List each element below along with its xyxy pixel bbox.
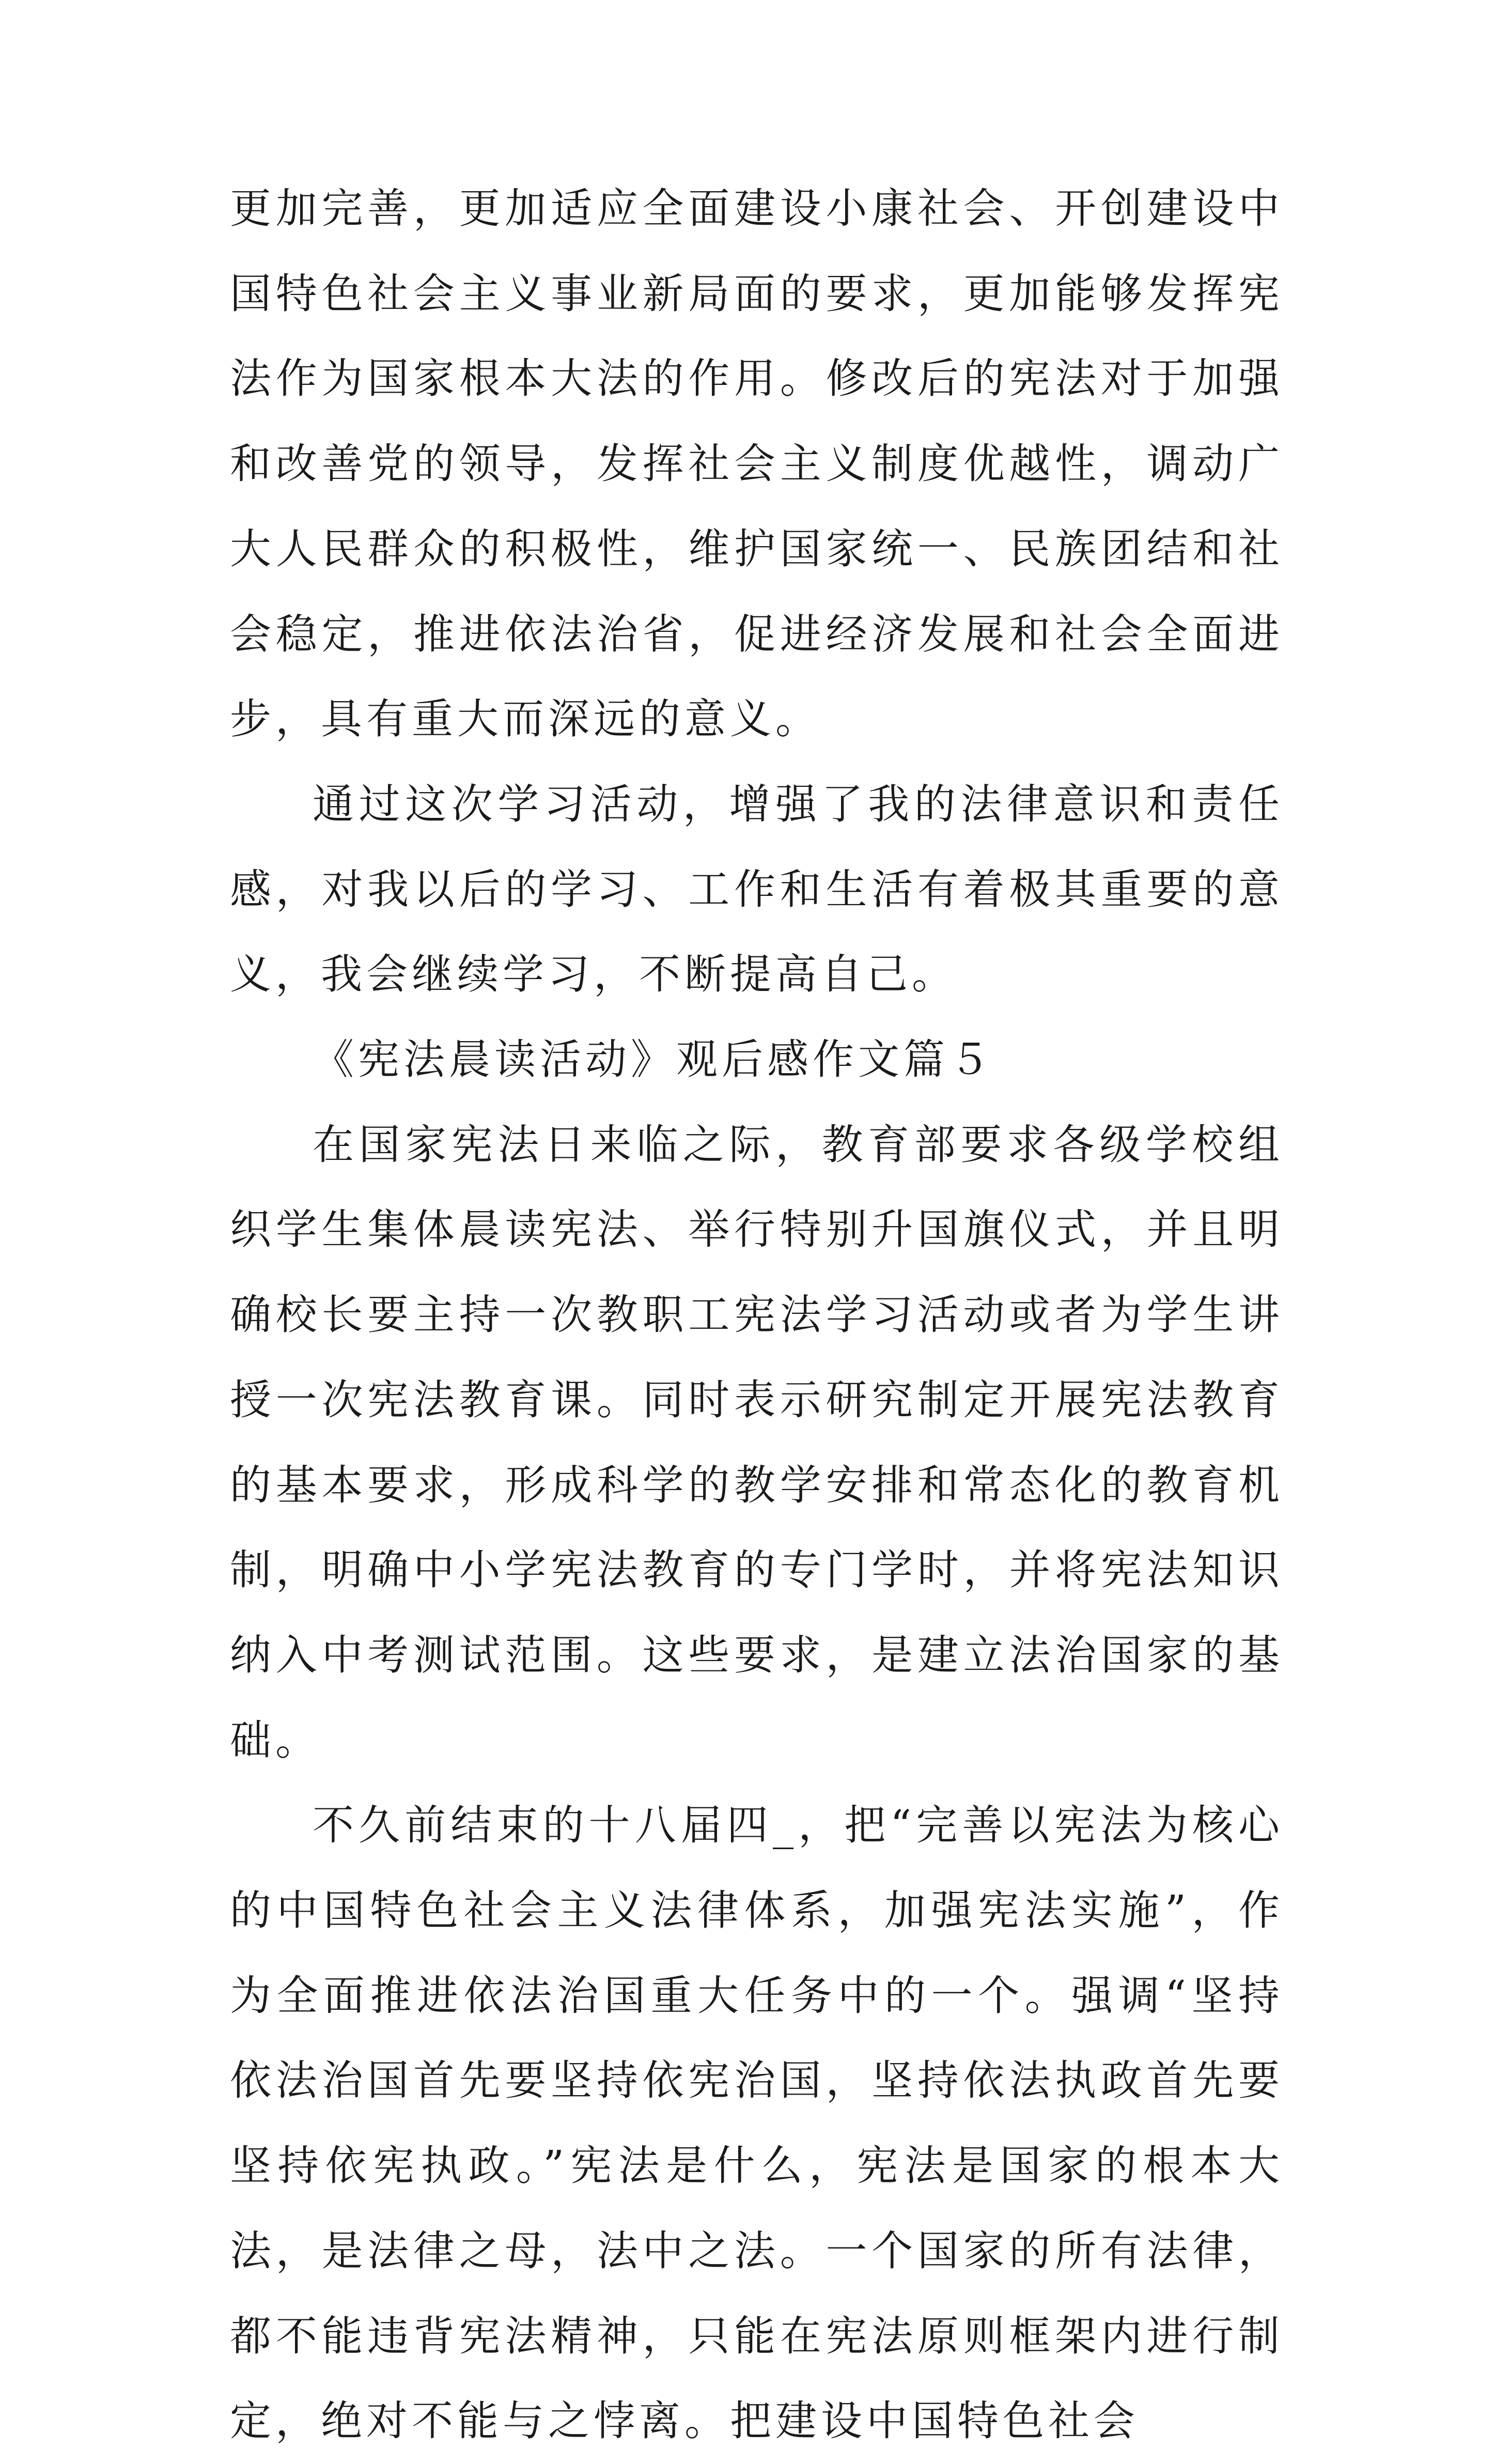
document-page [230,166,1284,2464]
paragraph-1: 更加完善，更加适应全面建设小康社会、开创建设中国特色社会主义事业新局面的要求，更加能够发挥宪法作为国家根本大法的作用。修改后的宪法对于加强和改善党的领导，发挥社会主义制度优越性，调动广大人民群众的积极性，维护国家统一、民族团结和社会稳定，推进依法治省，促进经济发展和社会全面进步，具有重大而深远的意义。 [230,184,1284,743]
paragraph-3: 在国家宪法日来临之际，教育部要求各级学校组织学生集体晨读宪法、举行特别升国旗仪式，并且明确校长要主持一次教职工宪法学习活动或者为学生讲授一次宪法教育课。同时表示研究制定开展宪法教育的基本要求，形成科学的教学安排和常态化的教育机制，明确中小学宪法教育的专门学时，并将宪法知识纳入中考测试范围。这些要求，是建立法治国家的基础。 [230,1120,1284,1764]
paragraph-4: 不久前结束的十八届四_，把“完善以宪法为核心的中国特色社会主义法律体系，加强宪法实施”，作为全面推进依法治国重大任务中的一个。强调“坚持依法治国首先要坚持依宪治国，坚持依法执政首先要坚持依宪执政。”宪法是什么，宪法是国家的根本大法，是法律之母，法中之法。一个国家的所有法律，都不能违背宪法精神，只能在宪法原则框架内进行制定，绝对不能与之悖离。把建设中国特色社会 [230,1801,1284,2445]
section-title: 《宪法晨读活动》观后感作文篇５ [313,1035,994,1084]
paragraph-2: 通过这次学习活动，增强了我的法律意识和责任感，对我以后的学习、工作和生活有着极其重要的意义，我会继续学习，不断提高自己。 [230,780,1284,999]
